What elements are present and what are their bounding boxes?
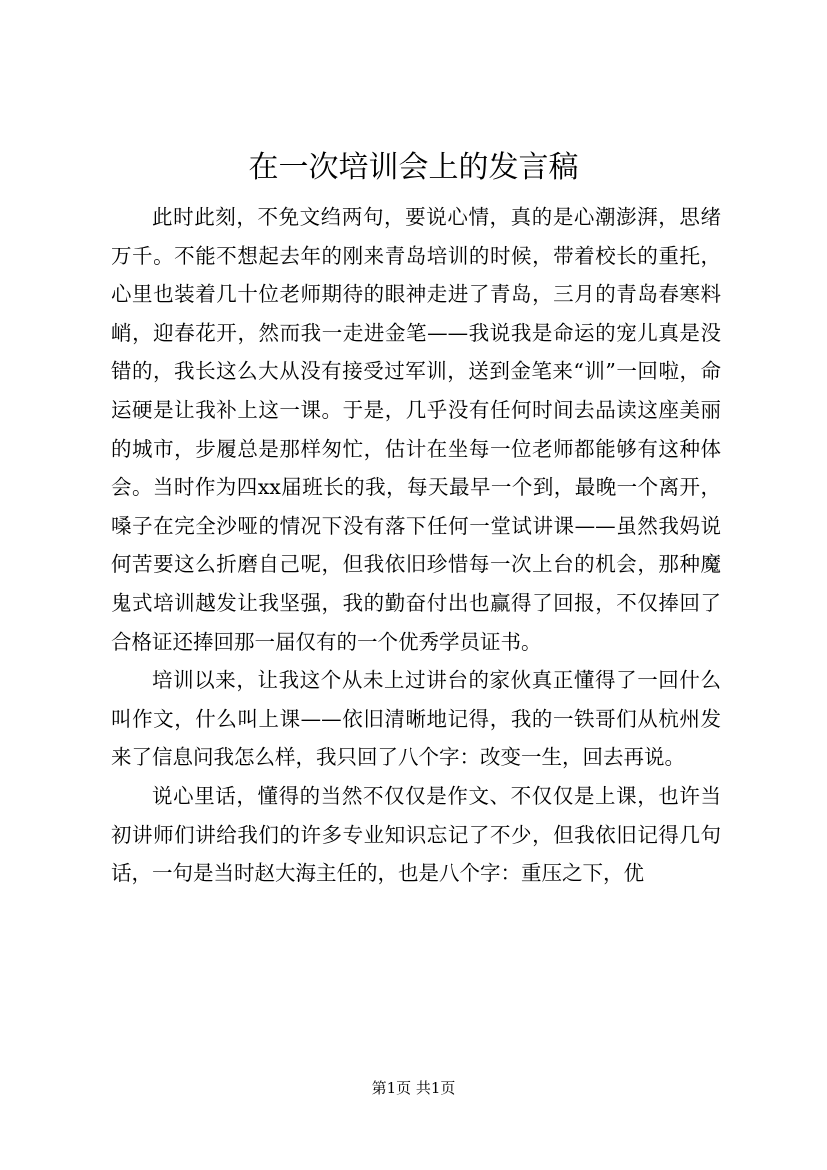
document-body [111,198,721,893]
paragraph-1: 此时此刻，不免文绉两句，要说心情，真的是心潮澎湃，思绪万千。不能不想起去年的刚来青岛培训的时候，带着校长的重托，心里也装着几十位老师期待的眼神走进了青岛，三月的青岛春寒料峭，迎春花开，然而我一走进金笔——我说我是命运的宠儿真是没错的，我长这么大从没有接受过军训，送到金笔来“训”一回啦，命运硬是让我补上这一课。于是，几乎没有任何时间去品读这座美丽的城市，步履总是那样匆忙，估计在坐每一位老师都能够有这种体会。当时作为四xx届班长的我，每天最早一个到，最晚一个离开，嗓子在完全沙哑的情况下没有落下任何一堂试讲课——虽然我妈说何苦要这么折磨自己呢，但我依旧珍惜每一次上台的机会，那种魔鬼式培训越发让我坚强，我的勤奋付出也赢得了回报，不仅捧回了合格证还捧回那一届仅有的一个优秀学员证书。 [111,205,721,654]
paragraph-3: 说心里话，懂得的当然不仅仅是作文、不仅仅是上课，也许当初讲师们讲给我们的许多专业知识忘记了不少，但我依旧记得几句话，一句是当时赵大海主任的，也是八个字：重压之下，优 [111,783,721,886]
paragraph-2: 培训以来，让我这个从未上过讲台的家伙真正懂得了一回什么叫作文，什么叫上课——依旧清晰地记得，我的一铁哥们从杭州发来了信息问我怎么样，我只回了八个字：改变一生，回去再说。 [111,668,721,770]
document-title: 在一次培训会上的发言稿 [248,150,579,185]
page-footer: 第1页 共1页 [371,1079,456,1097]
